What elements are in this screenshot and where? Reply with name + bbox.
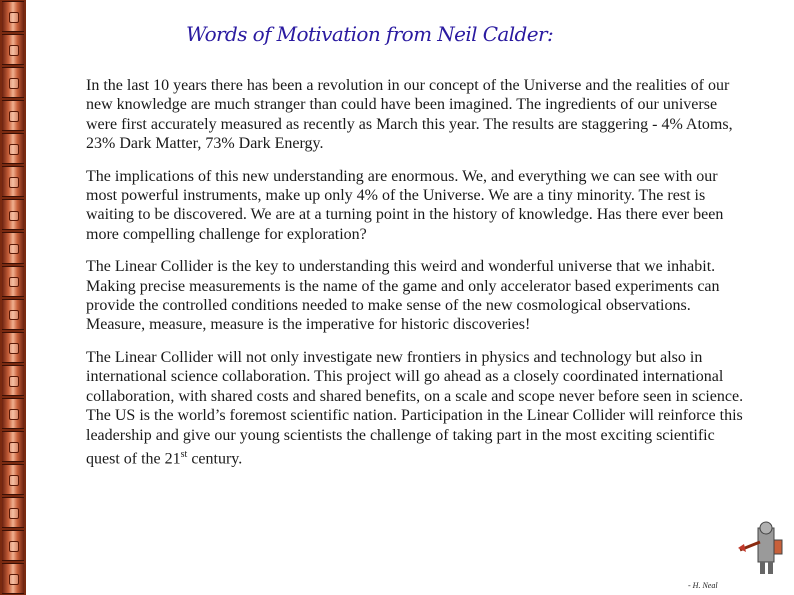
border-tile <box>2 398 24 429</box>
paragraph-2: The implications of this new understanding are enormous. We, and everything we can see with our most powerful instruments, make up only 4% of the Universe. We are a tiny minority. The rest is waiting to be discovered. We are at a turning point in the history of knowledge. Has there ever been more compelling challenge for exploration? <box>86 167 724 243</box>
paragraph-1: In the last 10 years there has been a revolution in our concept of the Universe and the realities of our new knowledge are much stranger than could have been imagined. The ingredients of our universe were first accurately measured as recently as March this year. The results are staggering - 4% Atoms, 23% Dark Matter, 73% Dark Energy. <box>86 77 733 153</box>
border-tile <box>2 431 24 462</box>
border-tile <box>2 365 24 396</box>
border-tile <box>2 166 24 197</box>
border-tile <box>2 497 24 528</box>
ordinal-suffix: st <box>180 448 188 460</box>
body-text <box>86 76 746 482</box>
border-tile <box>2 299 24 330</box>
border-tile <box>2 563 24 594</box>
border-tile <box>2 266 24 297</box>
border-tile <box>2 100 24 131</box>
border-tile <box>2 199 24 230</box>
knight-figure-icon <box>734 520 790 576</box>
paragraph-4-text: The Linear Collider will not only investigate new frontiers in physics and technology but also in international science collaboration. This project will go ahead as a closely coordinated international collaboration, with shared costs and shared benefits, on a scale and scope never before seen in science. The US is the world’s foremost scientific nation. Participation in the Linear Collider will reinforce this leadership and give our young scientists the challenge of taking part in the most exciting scientific quest of the 21 <box>86 348 744 468</box>
signature: - H. Neal <box>688 581 718 590</box>
decorative-border <box>0 0 26 595</box>
border-tile <box>2 464 24 495</box>
border-tile <box>2 133 24 164</box>
border-tile <box>2 34 24 65</box>
border-tile <box>2 1 24 32</box>
page-title: Words of Motivation from Neil Calder: <box>186 22 554 46</box>
border-tile <box>2 67 24 98</box>
border-tile <box>2 332 24 363</box>
border-tile <box>2 232 24 263</box>
border-tile <box>2 530 24 561</box>
paragraph-4-end: century. <box>187 450 243 468</box>
paragraph-4 <box>86 348 746 469</box>
paragraph-3: The Linear Collider is the key to understanding this weird and wonderful universe that we inhabit. Making precise measurements is the name of the game and only accelerator based experiments can provide the controlled conditions needed to make sense of the new cosmological observations. Measure, measure, measure is the imperative for historic discoveries! <box>86 258 720 334</box>
